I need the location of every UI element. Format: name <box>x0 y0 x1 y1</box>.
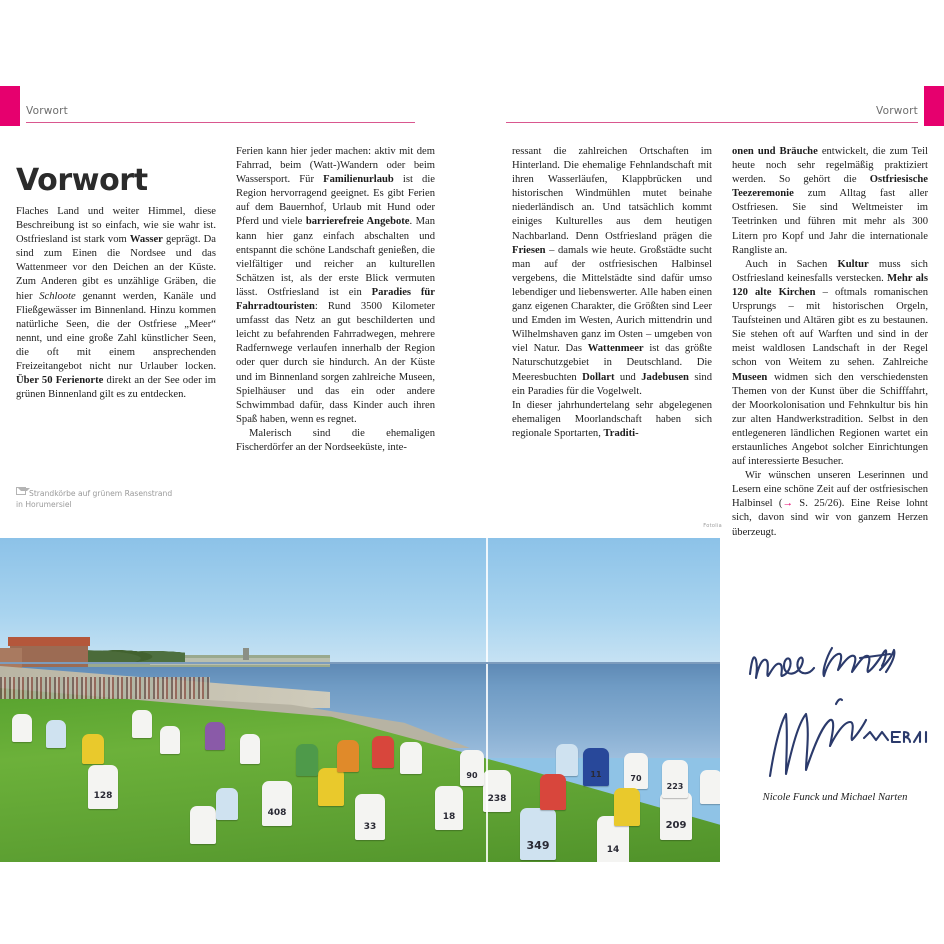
page-tab-right <box>924 86 944 126</box>
beach-chair-number: 223 <box>666 782 684 792</box>
running-head-left: Vorwort <box>26 105 68 117</box>
beach-chair <box>662 760 688 798</box>
beach-chair <box>82 734 104 764</box>
beach-chair <box>624 753 648 789</box>
lighthouse-icon <box>243 648 249 660</box>
beach-chair <box>240 734 260 764</box>
beach-chair <box>372 736 394 768</box>
caption-line-1: Strandkörbe auf grünem Rasenstrand <box>29 489 173 498</box>
beach-chair-number: 33 <box>363 821 377 832</box>
beach-chair <box>296 744 318 776</box>
beach-chair-number: 14 <box>606 845 620 856</box>
beach-chair-number: 11 <box>590 770 602 780</box>
horizon-line <box>0 662 720 664</box>
beach-chair <box>540 774 566 810</box>
beach-chair <box>660 792 692 840</box>
beach-chair <box>160 726 180 754</box>
paragraph: Ferien kann hier jeder machen: aktiv mit dem Fahrrad, beim (Watt-)Wandern oder beim Wassersport. Für Familienurlaub ist die Region hervorragend geeignet. Es gibt Ferien auf dem Bauernhof, Urlaub mit Hund oder Pferd und viele barrierefreie Angebote. Man kann hier ganz einfach abschalten und entspannt die schöne Landschaft genießen, die vielfältiger und reicher an kulturellen Schätzen ist, als der erste Blick vermuten lässt. Ostfriesland ist ein Paradies für Fahrradtouristen: Rund 3500 Kilometer umfasst das Netz an gut beschilderten und leicht zu befahrenden Fahrradwegen, mehrere Radfernwege verlaufen innerhalb der Region oder quer durch sie hindurch. An der Küste und im Binnenland sorgen zahlreiche Museen, Spielhäuser und das ein oder andere Schwimmbad dafür, dass Kinder auch ihren Spaß haben, wenn es regnet. <box>236 146 436 425</box>
beach-chair <box>132 710 152 738</box>
beach-chair <box>583 748 609 786</box>
body-column-2 <box>236 145 435 455</box>
body-column-3 <box>512 145 712 441</box>
brick-building-2 <box>0 648 22 668</box>
beach-chair <box>700 770 720 804</box>
caption-line-2: in Horumersiel <box>16 500 72 510</box>
page-gutter <box>486 538 488 862</box>
page-title: Vorwort <box>16 163 148 199</box>
beach-chair <box>88 765 118 809</box>
running-head-right: Vorwort <box>876 105 918 117</box>
beach-chair-number: 128 <box>93 791 113 802</box>
beach-chair <box>355 794 385 840</box>
beach-chair <box>400 742 422 774</box>
body-column-1 <box>16 205 216 402</box>
signature-graphic <box>740 628 930 793</box>
crowd-of-people <box>0 677 210 699</box>
paragraph: In dieser jahrhundertelang sehr abgelegenen ehemaligen Moorlandschaft haben sich regionale Sportarten, Traditi- <box>512 399 712 439</box>
paragraph: Auch in Sachen Kultur muss sich Ostfriesland keinesfalls verstecken. Mehr als 120 alte Kirchen – oftmals romanischen Ursprungs – mit historischen Orgeln, Taufsteinen und Altären gibt es zu bestaunen. Sie stehen oft auf Warften und sind in der meist waldlosen Landschaft in der Regel schon von Weitem zu sehen. Zahlreiche Museen widmen sich den verschiedensten Themen von der Kunst über die Schifffahrt, der Moorkolonisation und Fehnkultur bis hin zur alten Handwerkstradition. Selbst in den entlegeneren ländlichen Regionen wartet ein erstaunliches Angebot solcher Einrichtungen auf interessierte Besucher. <box>732 258 928 468</box>
paragraph: onen und Bräuche entwickelt, die zum Teil heute noch sehr regelmäßig praktiziert werden. So gehört die Ostfriesische Teezeremonie zum Alltag fast aller Ostfriesen. Sie sind Weltmeister im Teetrinken und führen mit mehr als 300 Litern pro Kopf und Jahr die internationale Rangliste an. <box>732 146 928 256</box>
beach-chair <box>337 740 359 772</box>
beach-chair-number: 70 <box>630 773 642 783</box>
beach-chair <box>460 750 484 786</box>
beach-chair <box>614 788 640 826</box>
paragraph: Malerisch sind die ehemaligen Fischerdörfer an der Nordseeküste, inte- <box>236 427 435 453</box>
beach-chair-number: 408 <box>267 807 287 818</box>
paragraph: Flaches Land und weiter Himmel, diese Beschreibung ist so einfach, wie sie wahr ist. Ostfriesland ist stark vom Wasser geprägt. Da sind zum Einen die Nordsee und das Wattenmeer vor den Deichen an der Küste. Zum Anderen gibt es unzählige Gräben, die hier Schloote genannt werden, Kanäle und Fließgewässer im Binnenland. Hinzu kommen natürliche Seen, die der Ostfriese „Meer“ nennt, und eine große Zahl künstlicher Seen, die oft mit einem ansprechenden Freizeitangebot nicht nur Urlauber locken. Über 50 Ferienorte direkt an der See oder im grünen Binnenland gilt es zu entdecken. <box>16 206 216 401</box>
building-roof <box>8 637 90 646</box>
photo-icon <box>16 487 26 495</box>
beach-chair-number: 18 <box>442 812 456 823</box>
beach-chair <box>205 722 225 750</box>
header-rule-right <box>506 122 918 123</box>
beach-chair <box>12 714 32 742</box>
beach-chair <box>262 781 292 826</box>
beach-chair <box>216 788 238 820</box>
beach-chair-number: 90 <box>466 770 478 780</box>
photo-caption <box>16 487 216 510</box>
beach-chair <box>520 808 556 860</box>
paragraph: ressant die zahlreichen Ortschaften im Hinterland. Die ehemalige Fehnlandschaft mit ihren Wasserläufen, Klappbrücken und historischen Windmühlen mutet beinahe niederländisch an. Und tatsächlich kommt einiges Kulturelles aus dem heutigen Nachbarland. Denn Ostfriesland prägen die Friesen – damals wie heute. Großstädte sucht man auf der ostfriesischen Halbinsel vergebens, die Mittelstädte sind dafür umso lebendiger und liebenswerter. Alle haben einen ganz eigenen Charakter, die Größten sind Leer und Emden im Westen, Aurich mittendrin und Wilhelmshaven ganz im Osten – umgeben von viel Natur. Das Wattenmeer ist das größte Naturschutzgebiet in Deutschland. Die Meeresbuchten Dollart und Jadebusen sind ein Paradies für die Vogelwelt. <box>512 146 713 397</box>
beach-chair <box>556 744 578 776</box>
beach-photo <box>0 538 720 862</box>
beach-chair <box>190 806 216 844</box>
page-tab-left <box>0 86 20 126</box>
paragraph: Wir wünschen unseren Leserinnen und Lesern eine schöne Zeit auf der ostfriesischen Halbinsel (→ S. 25/26). Eine Reise lohnt sich, davon sind wir von ganzem Herzen überzeugt. <box>732 470 928 538</box>
beach-chair <box>435 786 463 830</box>
photo-credit: Fotolia <box>703 523 722 529</box>
beach-chair <box>318 768 344 806</box>
beach-chair <box>46 720 66 748</box>
signature-names: Nicole Funck und Michael Narten <box>762 792 908 803</box>
beach-chair-number: 238 <box>487 794 507 805</box>
body-column-4 <box>732 145 928 540</box>
beach-chair-number: 349 <box>526 838 550 852</box>
header-rule-left <box>26 122 415 123</box>
beach-chair-number: 209 <box>665 820 687 832</box>
